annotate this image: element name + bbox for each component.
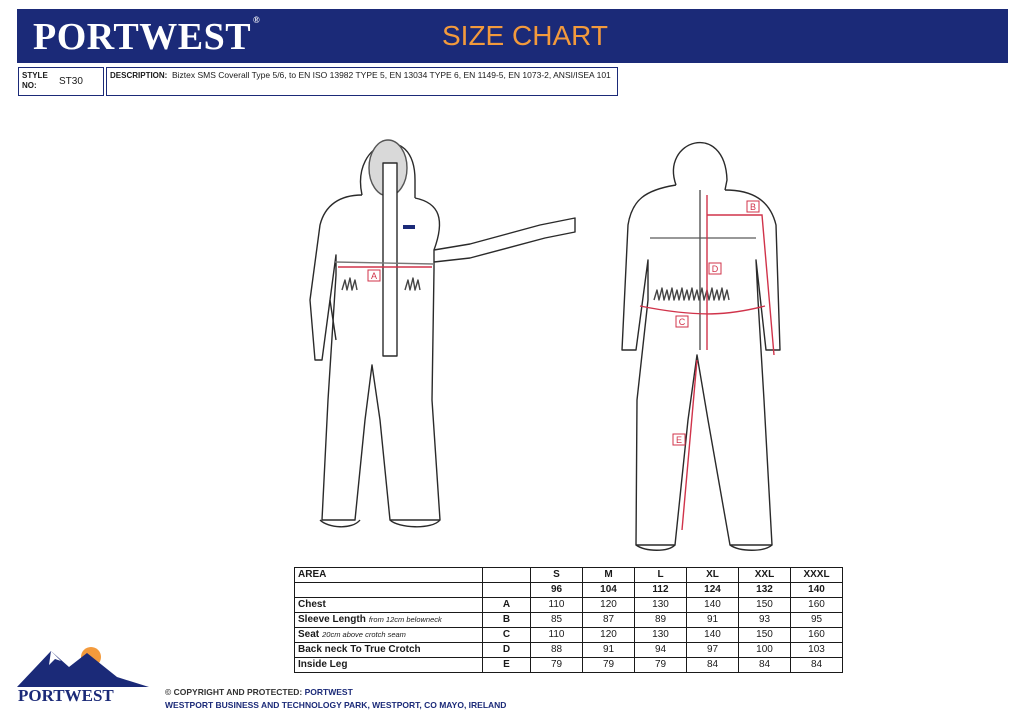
table-header-row <box>295 568 843 583</box>
row-key: B <box>483 613 531 628</box>
size-header-s: S <box>531 568 583 583</box>
style-value: ST30 <box>59 76 83 87</box>
table-cell: 130 <box>635 598 687 613</box>
row-label: Back neck To True Crotch <box>295 643 483 658</box>
table-cell: 140 <box>687 628 739 643</box>
table-cell: 150 <box>739 628 791 643</box>
table-cell: 124 <box>687 583 739 598</box>
back-measure-lines <box>640 195 774 530</box>
table-cell: 84 <box>687 658 739 673</box>
table-cell: 160 <box>791 628 843 643</box>
size-header-xxl: XXL <box>739 568 791 583</box>
footer-text <box>165 686 506 712</box>
front-garment-drawing <box>310 140 575 527</box>
table-cell: 150 <box>739 598 791 613</box>
copyright-line: © COPYRIGHT AND PROTECTED: PORTWEST <box>165 687 353 697</box>
table-cell: 140 <box>687 598 739 613</box>
table-cell: 79 <box>635 658 687 673</box>
table-cell: 112 <box>635 583 687 598</box>
table-cell: 91 <box>687 613 739 628</box>
size-header-xl: XL <box>687 568 739 583</box>
row-label: Chest <box>295 598 483 613</box>
marker-d: D <box>711 264 719 274</box>
table-cell: 85 <box>531 613 583 628</box>
table-cell: 96 <box>531 583 583 598</box>
table-cell: 110 <box>531 598 583 613</box>
row-key: D <box>483 643 531 658</box>
table-cell: 94 <box>635 643 687 658</box>
table-cell: 89 <box>635 613 687 628</box>
table-cell: 100 <box>739 643 791 658</box>
table-cell: 120 <box>583 598 635 613</box>
area-header: AREA <box>295 568 483 583</box>
table-cell: 79 <box>583 658 635 673</box>
table-cell: 104 <box>583 583 635 598</box>
table-cell: 84 <box>791 658 843 673</box>
table-cell: 103 <box>791 643 843 658</box>
style-label: STYLE NO: <box>22 71 48 90</box>
table-cell: 84 <box>739 658 791 673</box>
sizes-row <box>295 583 843 598</box>
table-cell: 110 <box>531 628 583 643</box>
table-cell <box>483 583 531 598</box>
marker-a: A <box>370 271 378 281</box>
table-cell: 140 <box>791 583 843 598</box>
row-label: Seat 20cm above crotch seam <box>295 628 483 643</box>
table-cell: 87 <box>583 613 635 628</box>
table-cell <box>295 583 483 598</box>
table-row <box>295 598 843 613</box>
table-cell: 88 <box>531 643 583 658</box>
key-header <box>483 568 531 583</box>
size-table <box>294 567 843 673</box>
table-row <box>295 613 843 628</box>
size-header-m: M <box>583 568 635 583</box>
table-cell: 120 <box>583 628 635 643</box>
footer-brand: PORTWEST <box>18 686 114 705</box>
row-key: C <box>483 628 531 643</box>
table-cell: 95 <box>791 613 843 628</box>
row-label: Inside Leg <box>295 658 483 673</box>
page-title: SIZE CHART <box>442 20 608 51</box>
table-cell: 160 <box>791 598 843 613</box>
description-value: Biztex SMS Coverall Type 5/6, to EN ISO 13982 TYPE 5, EN 13034 TYPE 6, EN 1149-5, EN 1073-2, ANSI/ISEA 101 <box>172 70 611 80</box>
table-row <box>295 628 843 643</box>
table-row <box>295 643 843 658</box>
table-cell: 93 <box>739 613 791 628</box>
marker-c: C <box>678 317 686 327</box>
table-cell: 79 <box>531 658 583 673</box>
row-key: A <box>483 598 531 613</box>
description-label: DESCRIPTION: <box>110 71 168 80</box>
row-key: E <box>483 658 531 673</box>
table-row <box>295 658 843 673</box>
marker-e: E <box>675 435 683 445</box>
address-line: WESTPORT BUSINESS AND TECHNOLOGY PARK, WESTPORT, CO MAYO, IRELAND <box>165 700 507 710</box>
size-header-xxxl: XXXL <box>791 568 843 583</box>
size-header-l: L <box>635 568 687 583</box>
table-cell: 97 <box>687 643 739 658</box>
brand-logo: PORTWEST ® <box>33 15 261 58</box>
row-label: Sleeve Length from 12cm belowneck <box>295 613 483 628</box>
table-cell: 91 <box>583 643 635 658</box>
table-cell: 132 <box>739 583 791 598</box>
marker-b: B <box>749 202 757 212</box>
table-cell: 130 <box>635 628 687 643</box>
